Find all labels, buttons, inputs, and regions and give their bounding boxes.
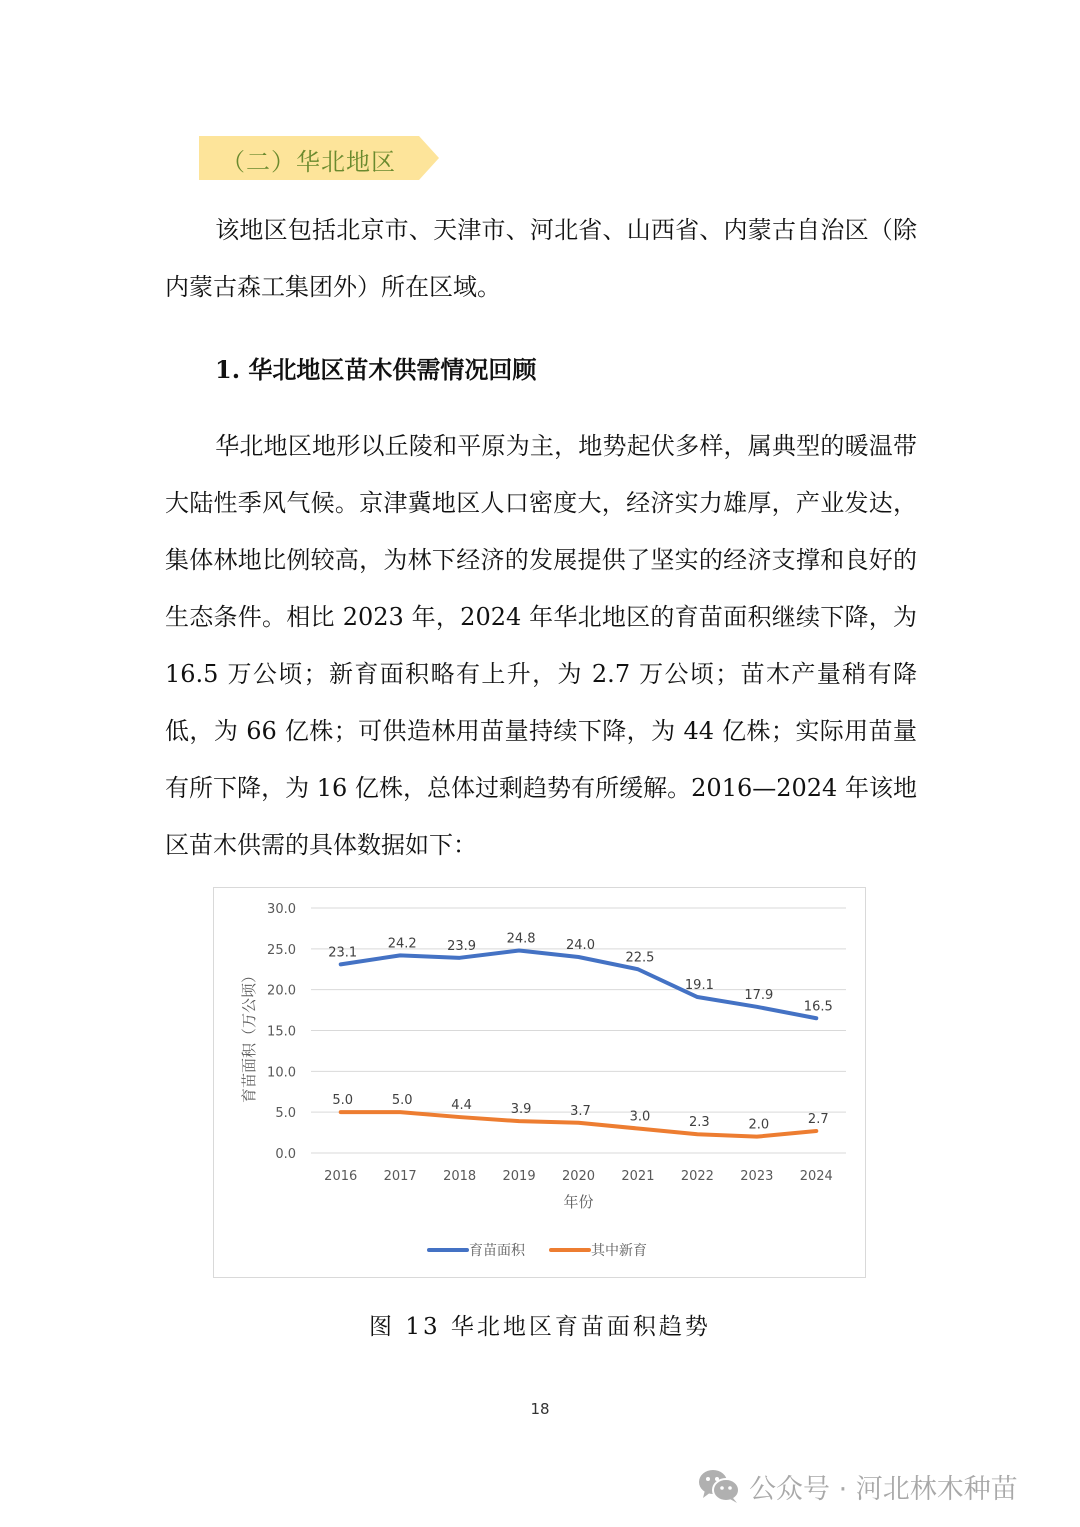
data-label: 24.0 — [566, 938, 595, 953]
data-label: 2.7 — [807, 1111, 829, 1127]
review-paragraph-text: 华北地区地形以丘陵和平原为主，地势起伏多样，属典型的暖温带大陆性季风气候。京津冀地区人口密度大，经济实力雄厚，产业发达，集体林地比例较高，为林下经济的发展提供了坚实的经济支撑和良好的生态条件。相比 2023 年，2024 年华北地区的育苗面积继续下降，为 16.5 万公顷；新育面积略有上升，为 2.7 万公顷；苗木产量稍有降低，为 66 亿株；可供造林用苗量持续下降，为 44 亿株；实际用苗量有所下降，为 16 亿株，总体过剩趋势有所缓解。2016—2024 年该地区苗木供需的具体数据如下： — [165, 432, 917, 859]
legend-label: 其中新育 — [591, 1243, 647, 1259]
figure-caption: 图 13 华北地区育苗面积趋势 — [369, 1314, 711, 1340]
y-tick-label: 25.0 — [267, 942, 296, 958]
y-tick-label: 30.0 — [267, 902, 296, 917]
watermark — [697, 1466, 1018, 1506]
section-title: （二）华北地区 — [221, 148, 396, 176]
x-tick-label: 2023 — [740, 1169, 774, 1184]
subsection-heading: 1. 华北地区苗木供需情况回顾 — [215, 355, 537, 384]
series-line-0 — [341, 950, 817, 1018]
data-label: 24.8 — [506, 931, 536, 947]
data-label: 24.2 — [387, 936, 417, 952]
data-label: 4.4 — [451, 1098, 472, 1114]
data-label: 5.0 — [391, 1093, 413, 1109]
legend-label: 育苗面积 — [469, 1243, 525, 1259]
data-label: 23.9 — [447, 938, 477, 954]
data-label: 17.9 — [744, 987, 774, 1003]
y-tick-label: 20.0 — [267, 983, 296, 999]
x-tick-label: 2024 — [799, 1169, 833, 1184]
x-tick-label: 2019 — [502, 1169, 536, 1184]
section-banner — [199, 136, 439, 180]
x-tick-label: 2017 — [383, 1169, 417, 1184]
x-tick-label: 2018 — [443, 1169, 477, 1184]
x-axis-title: 年份 — [563, 1193, 594, 1211]
intro-paragraph — [165, 202, 917, 316]
watermark-text: 公众号 · 河北林木种苗 — [749, 1473, 1018, 1505]
x-tick-label: 2020 — [561, 1169, 596, 1184]
data-label: 22.5 — [625, 950, 655, 966]
x-tick-label: 2021 — [621, 1169, 655, 1184]
data-label: 5.0 — [332, 1093, 354, 1109]
y-tick-label: 0.0 — [275, 1147, 296, 1162]
data-label: 19.1 — [684, 978, 714, 994]
y-tick-label: 10.0 — [267, 1065, 296, 1081]
y-axis-title: 育苗面积（万公顷） — [240, 967, 258, 1104]
y-tick-label: 5.0 — [275, 1106, 296, 1122]
review-paragraph — [165, 418, 917, 874]
data-label: 3.7 — [570, 1103, 591, 1119]
x-tick-label: 2016 — [324, 1169, 358, 1184]
data-label: 3.0 — [629, 1109, 651, 1125]
y-tick-label: 15.0 — [267, 1024, 296, 1040]
seedling-area-chart — [213, 887, 866, 1278]
data-label: 2.0 — [748, 1117, 770, 1133]
data-label: 3.9 — [510, 1102, 532, 1118]
intro-paragraph-text: 该地区包括北京市、天津市、河北省、山西省、内蒙古自治区（除内蒙古森工集团外）所在区域。 — [165, 216, 917, 301]
data-label: 23.1 — [328, 945, 358, 961]
data-label: 2.3 — [689, 1115, 710, 1131]
x-tick-label: 2022 — [680, 1169, 714, 1184]
wechat-icon — [697, 1468, 741, 1504]
data-label: 16.5 — [803, 999, 833, 1015]
line-chart — [214, 888, 865, 1277]
page-number: 18 — [530, 1400, 550, 1418]
